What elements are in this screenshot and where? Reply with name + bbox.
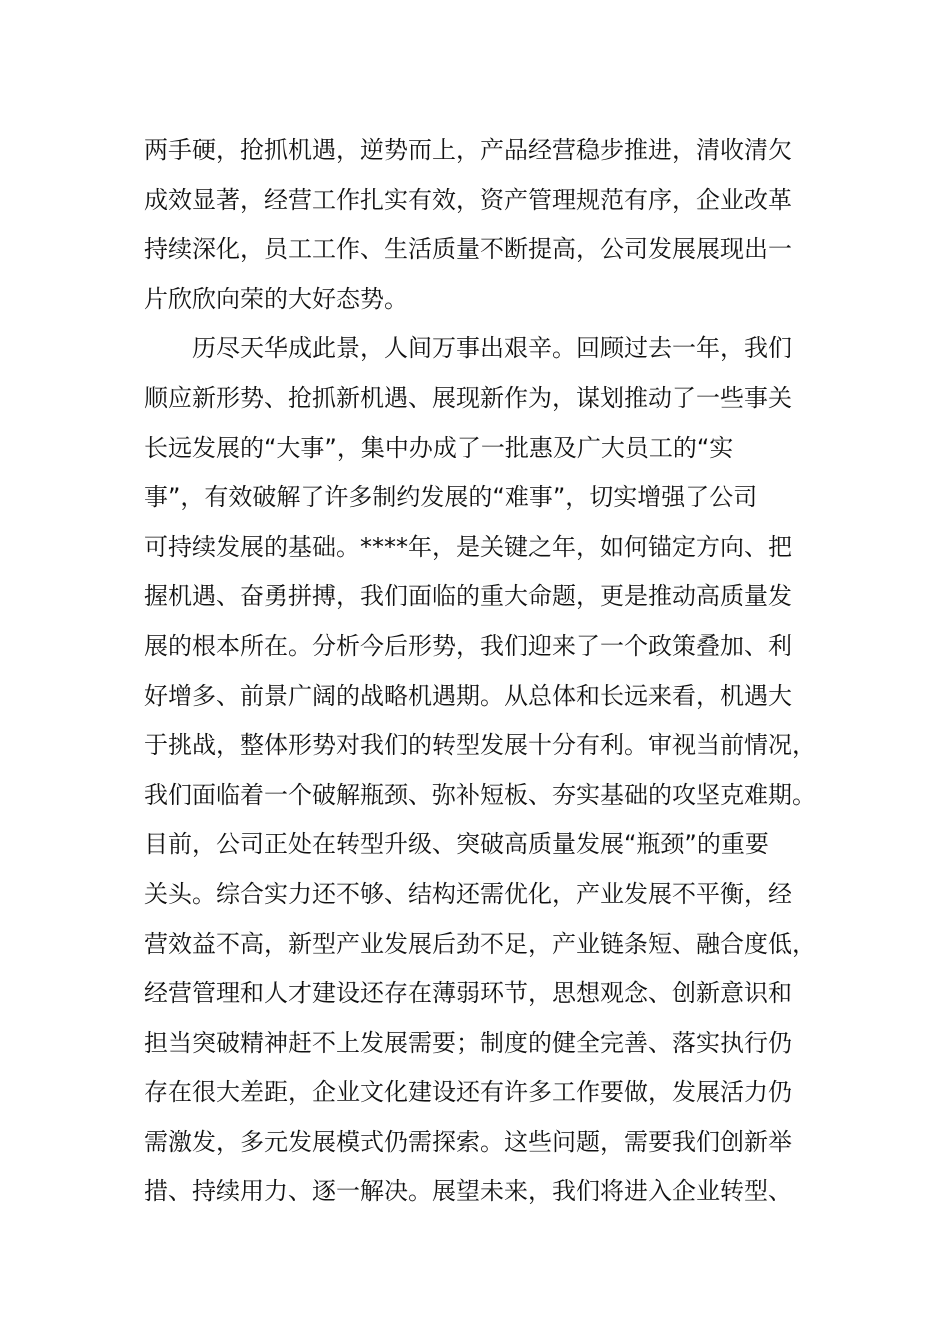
text-line: 担当突破精神赶不上发展需要；制度的健全完善、落实执行仍	[144, 1028, 792, 1057]
body-text	[144, 126, 824, 1217]
text-line: 需激发，多元发展模式仍需探索。这些问题，需要我们创新举	[144, 1127, 792, 1156]
paragraph-first-line: 历尽天华成此景，人间万事出艰辛。回顾过去一年，我们	[192, 334, 792, 363]
text-line: 于挑战，整体形势对我们的转型发展十分有利。审视当前情况，	[144, 731, 816, 760]
text-line: 片欣欣向荣的大好态势。	[144, 284, 408, 313]
text-line: 关头。综合实力还不够、结构还需优化，产业发展不平衡，经	[144, 879, 792, 908]
text-line: 存在很大差距，企业文化建设还有许多工作要做，发展活力仍	[144, 1078, 792, 1107]
text-line: 好增多、前景广阔的战略机遇期。从总体和长远来看，机遇大	[144, 681, 792, 710]
text-line: 两手硬，抢抓机遇，逆势而上，产品经营稳步推进，清收清欠	[144, 136, 792, 164]
text-line: 持续深化，员工工作、生活质量不断提高，公司发展展现出一	[144, 235, 792, 264]
text-line: 事”，有效破解了许多制约发展的“难事”，切实增强了公司	[144, 483, 758, 512]
text-line: 经营管理和人才建设还存在薄弱环节，思想观念、创新意识和	[144, 979, 792, 1008]
text-line: 目前，公司正处在转型升级、突破高质量发展“瓶颈”的重要	[144, 830, 769, 859]
text-line: 长远发展的“大事”，集中办成了一批惠及广大员工的“实	[144, 433, 734, 462]
text-line: 措、持续用力、逐一解决。展望未来，我们将进入企业转型、	[144, 1177, 792, 1206]
text-line: 顺应新形势、抢抓新机遇、展现新作为，谋划推动了一些事关	[144, 383, 792, 412]
text-line: 展的根本所在。分析今后形势，我们迎来了一个政策叠加、利	[144, 631, 792, 660]
text-line: 我们面临着一个破解瓶颈、弥补短板、夯实基础的攻坚克难期。	[144, 780, 816, 809]
text-line: 握机遇、奋勇拼搏，我们面临的重大命题，更是推动高质量发	[144, 582, 792, 611]
text-line: 可持续发展的基础。****年，是关键之年，如何锚定方向、把	[144, 532, 792, 561]
text-line: 营效益不高，新型产业发展后劲不足，产业链条短、融合度低，	[144, 929, 816, 958]
text-line: 成效显著，经营工作扎实有效，资产管理规范有序，企业改革	[144, 185, 792, 214]
